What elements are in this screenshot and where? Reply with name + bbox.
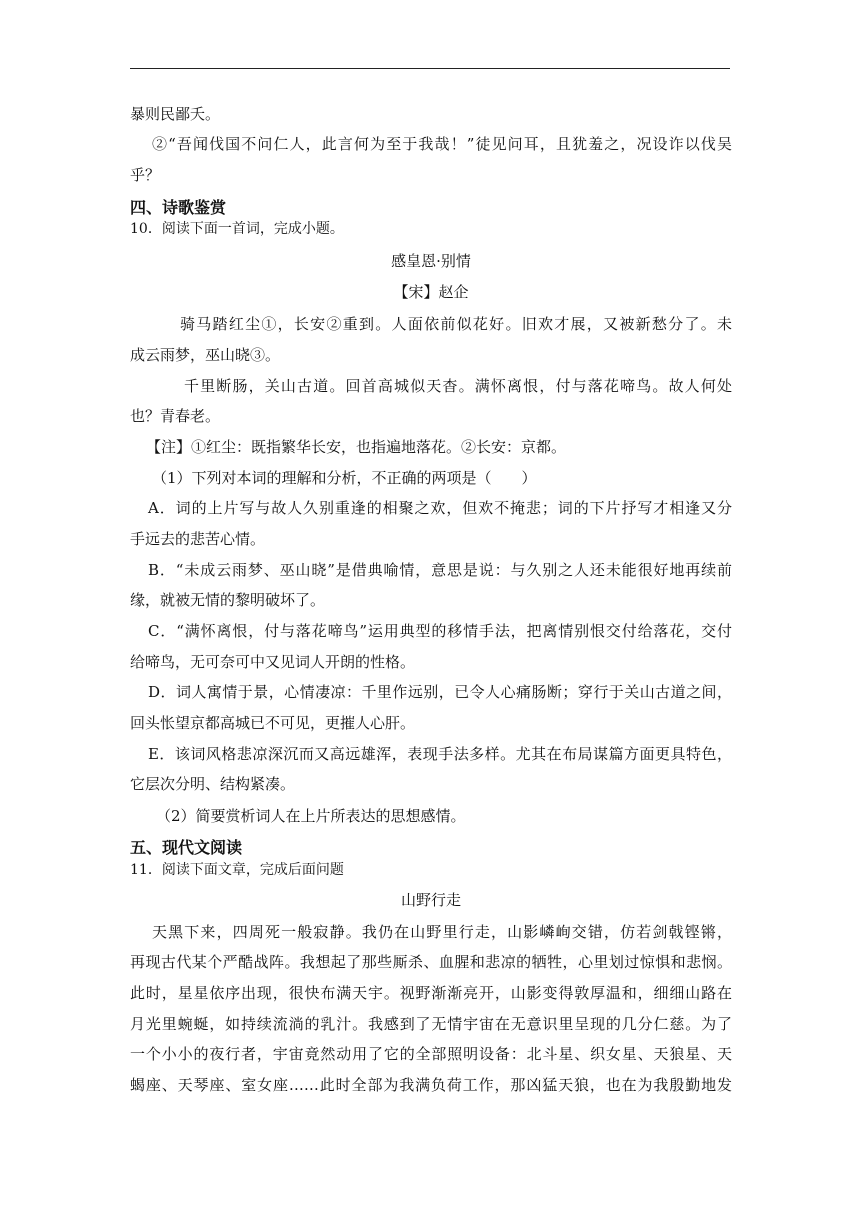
poem-line: 也？青春老。 <box>130 407 221 425</box>
essay-line: 一个小小的夜行者，宇宙竟然动用了它的全部照明设备：北斗星、织女星、天狼星、天 <box>130 1045 732 1063</box>
poem-line: 千里断肠，关山古道。回首高城似天杳。满怀离恨，付与落花啼鸟。故人何处 <box>184 377 732 395</box>
poem-note: 【注】①红尘：既指繁华长安，也指遍地落花。②长安：京都。 <box>146 438 567 456</box>
option-d: D．词人寓情于景，心情凄凉：千里作远别，已令人心痛肠断；穿行于关山古道之间， <box>148 683 732 701</box>
option-e-cont: 它层次分明、结构紧凑。 <box>130 775 296 793</box>
option-a: A．词的上片写与故人久别重逢的相聚之欢，但欢不掩悲；词的下片抒写才相逢又分 <box>148 499 732 517</box>
header-rule <box>130 68 730 69</box>
essay-title: 山野行走 <box>400 891 461 909</box>
option-c-cont: 给啼鸟，无可奈可中又见词人开朗的性格。 <box>130 653 416 671</box>
text-line: ②“吾闻伐国不问仁人，此言何为至于我哉！”徒见问耳，且犹羞之，况设诈以伐吴 <box>152 135 732 153</box>
question-11-stem: 11．阅读下面文章，完成后面问题 <box>130 862 344 878</box>
option-a-cont: 手远去的悲苦心情。 <box>130 530 266 548</box>
essay-line: 天黑下来，四周死一般寂静。我仍在山野里行走，山影嶙峋交错，仿若剑戟铿锵， <box>152 923 732 941</box>
sub-question-2: （2）简要赏析词人在上片所表达的思想感情。 <box>156 807 466 825</box>
option-e: E．该词风格悲凉深沉而又高远雄浑，表现手法多样。尤其在布局谋篇方面更具特色， <box>148 745 732 763</box>
essay-line: 再现古代某个严酷战阵。我想起了那些厮杀、血腥和悲凉的牺牲，心里划过惊惧和悲悯。 <box>130 953 732 971</box>
option-c: C．“满怀离恨，付与落花啼鸟”运用典型的移情手法，把离情别恨交付给落花，交付 <box>148 622 732 640</box>
option-b: B．“未成云雨梦、巫山晓”是借典喻情，意思是说：与久别之人还未能很好地再续前 <box>148 561 732 579</box>
option-b-cont: 缘，就被无情的黎明破坏了。 <box>130 591 326 609</box>
question-10-stem: 10．阅读下面一首词，完成小题。 <box>130 221 344 237</box>
poem-line: 成云雨梦，巫山晓③。 <box>130 346 281 364</box>
section-heading-poetry: 四、诗歌鉴赏 <box>130 198 227 217</box>
option-d-cont: 回头怅望京都高城已不可见，更摧人心肝。 <box>130 714 416 732</box>
sub-question-1: （1）下列对本词的理解和分析，不正确的两项是（ ） <box>152 469 537 487</box>
text-line: 暴则民鄙夭。 <box>130 105 221 123</box>
section-heading-modern: 五、现代文阅读 <box>130 838 243 857</box>
essay-line: 蝎座、天琴座、室女座……此时全部为我满负荷工作，那凶猛天狼，也在为我殷勤地发 <box>130 1076 732 1094</box>
text-line: 乎？ <box>130 166 161 184</box>
poem-author: 【宋】赵企 <box>393 283 469 301</box>
poem-line: 骑马踏红尘①，长安②重到。人面依前似花好。旧欢才展，又被新愁分了。未 <box>180 315 732 333</box>
essay-line: 此时，星星依序出现，很快布满天宇。视野渐渐亮开，山影变得敦厚温和，细细山路在 <box>130 984 732 1002</box>
poem-title: 感皇恩·别情 <box>391 252 471 270</box>
essay-line: 月光里蜿蜒，如持续流淌的乳汁。我感到了无情宇宙在无意识里呈现的几分仁慈。为了 <box>130 1015 732 1033</box>
